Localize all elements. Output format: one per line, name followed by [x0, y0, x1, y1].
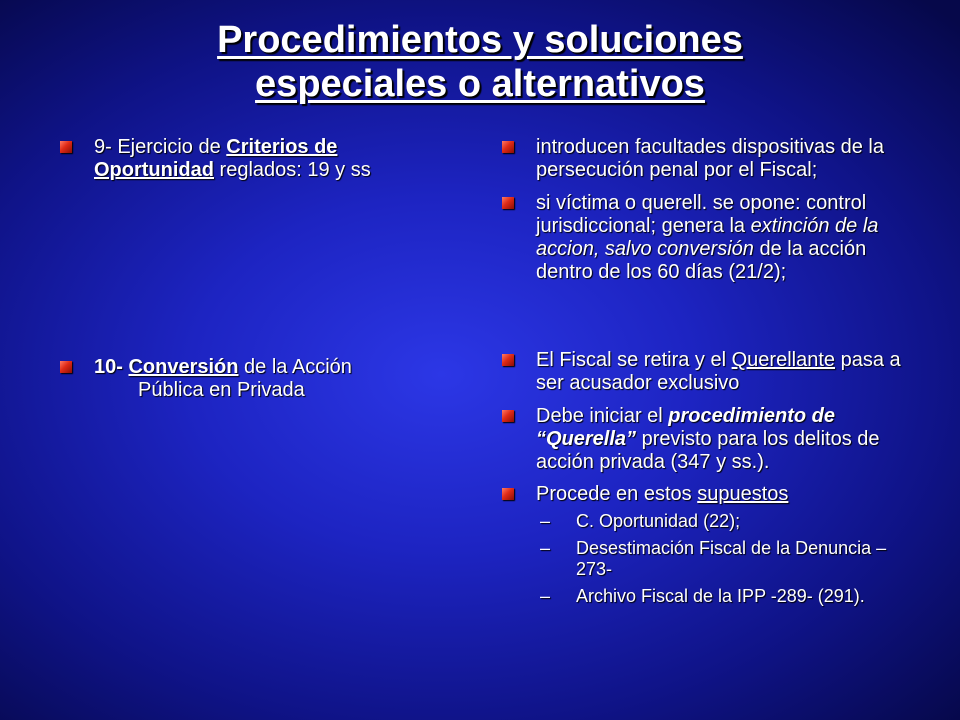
red-square-bullet-icon: [502, 141, 514, 153]
querella-text1: Debe iniciar el: [536, 405, 669, 427]
sub-item-text: Desestimación Fiscal de la Denuncia –273-: [576, 538, 887, 579]
slide-title: [60, 18, 900, 106]
fiscal-text2: pasa a ser acusador exclusivo: [536, 349, 901, 394]
red-square-bullet-icon: [502, 197, 514, 209]
dash-bullet: –: [540, 538, 551, 558]
victima-italic: extinción de la accion, salvo conversión: [536, 215, 879, 260]
item10-line2: Pública en Privada: [138, 379, 305, 401]
red-square-bullet-icon: [502, 488, 514, 500]
facultades-text: introducen facultades dispositivas de la persecución penal por el Fiscal;: [536, 136, 884, 181]
procede-text1: Procede en estos: [536, 483, 698, 505]
victima-text1: si víctima o querell. se opone: control jurisdiccional; genera la: [536, 192, 867, 237]
sub-item-text: C. Oportunidad (22);: [576, 511, 741, 531]
sub-item: [500, 511, 920, 532]
procede-supuestos: supuestos: [697, 483, 789, 505]
victima-text2: de la acción dentro de los 60 días (21/2);: [536, 238, 867, 283]
fiscal-querellante: Querellante: [731, 349, 836, 371]
sub-item: [500, 586, 920, 607]
dash-bullet: –: [540, 511, 551, 531]
bullet-facultades: [500, 136, 920, 182]
bullet-querella: [500, 405, 920, 474]
sub-item: [500, 538, 920, 580]
sub-item-text: Archivo Fiscal de la IPP -289- (291).: [576, 586, 865, 606]
item9-suffix: reglados: 19 y ss: [213, 159, 371, 181]
item10-conversion: Conversión: [128, 356, 239, 378]
querella-text2: previsto para los delitos de acción privada (347 y ss.).: [536, 428, 880, 473]
bullet-item-10: [58, 356, 438, 402]
slide-title-line1: Procedimientos y soluciones: [217, 19, 743, 61]
querella-bold: procedimiento de “Querella”: [536, 405, 835, 450]
item10-prefix: 10-: [94, 356, 129, 378]
item9-oportunidad: Oportunidad: [94, 159, 214, 181]
red-square-bullet-icon: [502, 354, 514, 366]
bullet-fiscal-retira: [500, 349, 920, 395]
left-column: [58, 136, 438, 402]
red-square-bullet-icon: [60, 141, 72, 153]
red-square-bullet-icon: [60, 361, 72, 373]
item9-criterios: Criterios de: [226, 136, 338, 158]
fiscal-text1: El Fiscal se retira y el: [536, 349, 732, 371]
red-square-bullet-icon: [502, 410, 514, 422]
slide-title-line2: especiales o alternativos: [255, 63, 705, 105]
item10-suffix: de la Acción: [238, 356, 352, 378]
bullet-item-9: [58, 136, 438, 182]
bullet-procede: [500, 483, 920, 506]
bullet-victima: [500, 192, 920, 284]
item9-prefix: 9- Ejercicio de: [94, 136, 227, 158]
dash-bullet: –: [540, 586, 551, 606]
right-column: [500, 136, 920, 607]
